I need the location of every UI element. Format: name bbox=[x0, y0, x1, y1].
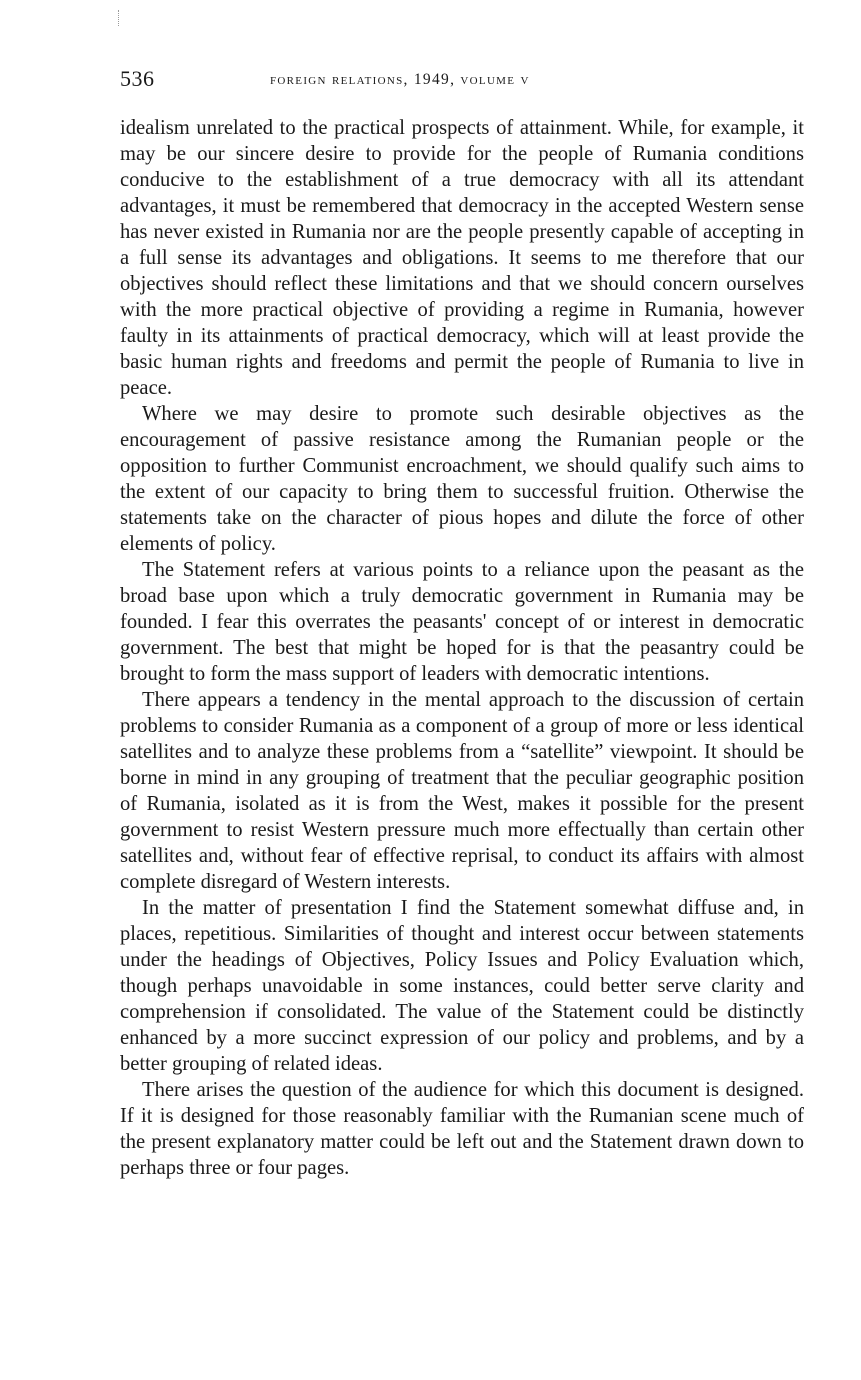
body-text bbox=[120, 115, 804, 1181]
paragraph: The Statement refers at various points to a reliance upon the peasant as the broad base upon which a truly democratic government in Rumania may be founded. I fear this overrates the peasants' concept of or interest in democratic government. The best that might be hoped for is that the peasantry could be brought to form the mass support of leaders with democratic intentions. bbox=[120, 559, 804, 685]
paragraph: In the matter of presentation I find the Statement somewhat diffuse and, in places, repetitious. Similarities of thought and interest occur between statements under the headings of Objectives, Policy Issues and Policy Evaluation which, though perhaps unavoidable in some instances, could better serve clarity and comprehension if consolidated. The value of the Statement could be distinctly enhanced by a more succinct expression of our policy and problems, and by a better grouping of related ideas. bbox=[120, 897, 804, 1075]
paragraph: There appears a tendency in the mental approach to the discussion of certain problems to consider Rumania as a component of a group of more or less identical satellites and to analyze these problems from a “satellite” viewpoint. It should be borne in mind in any grouping of treatment that the peculiar geographic position of Rumania, isolated as it is from the West, makes it possible for the present government to resist Western pressure much more effectually than certain other satellites and, without fear of effective reprisal, to conduct its affairs with almost complete disregard of Western interests. bbox=[120, 689, 804, 893]
scan-artifact-mark bbox=[118, 10, 123, 26]
paragraph: Where we may desire to promote such desirable objectives as the encouragement of passive resistance among the Rumanian people or the opposition to further Communist encroachment, we should qualify such aims to the extent of our capacity to bring them to successful fruition. Otherwise the statements take on the character of pious hopes and dilute the force of other elements of policy. bbox=[120, 403, 804, 555]
paragraph-continued: idealism unrelated to the practical prospects of attainment. While, for example, it may be our sincere desire to provide for the people of Rumania conditions conducive to the establishment of a true democracy with all its attendant advantages, it must be remembered that democracy in the accepted Western sense has never existed in Rumania nor are the people presently capable of accepting in a full sense its advantages and obligations. It seems to me therefore that our objectives should reflect these limitations and that we should concern ourselves with the more practical objective of providing a regime in Rumania, however faulty in its attainments of practical democracy, which will at least provide the basic human rights and freedoms and permit the people of Rumania to live in peace. bbox=[120, 117, 804, 399]
page-header bbox=[120, 66, 804, 96]
page-number: 536 bbox=[120, 66, 155, 91]
paragraph: There arises the question of the audience for which this document is designed. If it is designed for those reasonably familiar with the Rumanian scene much of the present explanatory matter could be left out and the Statement drawn down to perhaps three or four pages. bbox=[120, 1079, 804, 1179]
running-head: foreign relations, 1949, volume v bbox=[270, 71, 530, 88]
